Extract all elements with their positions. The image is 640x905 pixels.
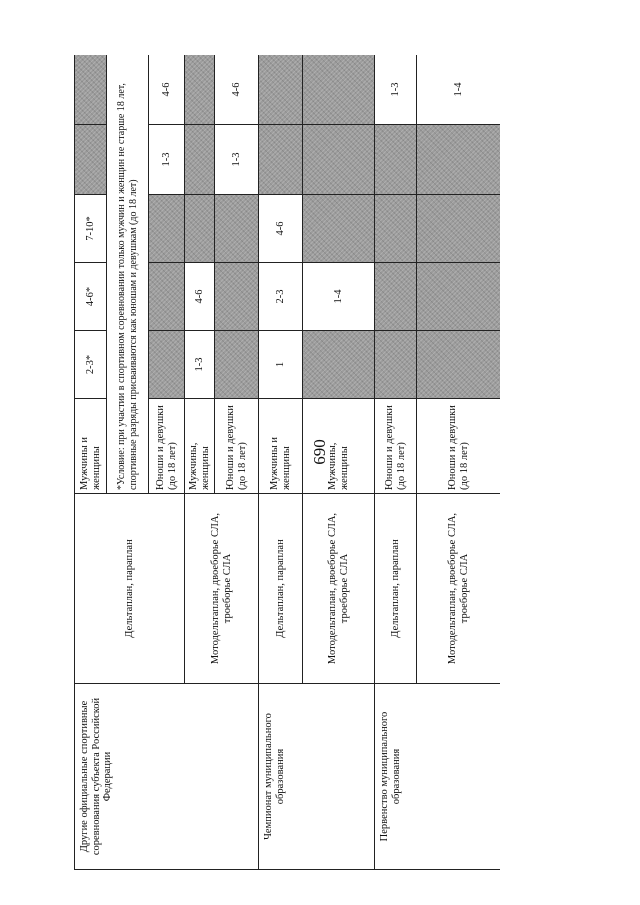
- discipline-cell: Дельтаплан, параплан: [259, 494, 303, 684]
- discipline-cell: Мотодельтаплан, двоеборье СЛА, троеборье СЛА: [185, 494, 259, 684]
- shaded-cell: [259, 55, 303, 125]
- value-cell: 7-10*: [75, 195, 107, 263]
- category-cell: Первенство муниципального образования: [375, 684, 501, 870]
- value-cell: 1: [259, 331, 303, 399]
- discipline-cell: Мотодельтаплан, двоеборье СЛА, троеборье СЛА: [303, 494, 375, 684]
- shaded-cell: [303, 55, 375, 125]
- value-cell: 1-4: [303, 263, 375, 331]
- shaded-cell: [185, 55, 215, 125]
- shaded-cell: [417, 125, 501, 195]
- group-cell: Юноши и девушки (до 18 лет): [375, 399, 417, 494]
- shaded-cell: [417, 331, 501, 399]
- shaded-cell: [375, 195, 417, 263]
- value-cell: 1-4: [417, 55, 501, 125]
- value-cell: 1-3: [215, 125, 259, 195]
- group-cell: Юноши и девушки (до 18 лет): [215, 399, 259, 494]
- group-cell: Юноши и девушки (до 18 лет): [417, 399, 501, 494]
- value-cell: 4-6: [259, 195, 303, 263]
- table-row: [259, 55, 303, 870]
- group-cell: Юноши и девушки (до 18 лет): [149, 399, 185, 494]
- shaded-cell: [215, 263, 259, 331]
- shaded-cell: [375, 331, 417, 399]
- rotated-table: [74, 55, 500, 870]
- value-cell: 4-6*: [75, 263, 107, 331]
- value-cell: 1-3: [375, 55, 417, 125]
- discipline-cell: Дельтаплан, параплан: [375, 494, 417, 684]
- shaded-cell: [75, 55, 107, 125]
- shaded-cell: [185, 195, 215, 263]
- value-cell: 1-3: [149, 125, 185, 195]
- shaded-cell: [149, 331, 185, 399]
- ranking-table: [74, 55, 500, 870]
- shaded-cell: [215, 331, 259, 399]
- shaded-cell: [215, 195, 259, 263]
- category-cell: Другие официальные спортивные соревнования субъекта Российской Федерации: [75, 684, 259, 870]
- shaded-cell: [75, 125, 107, 195]
- shaded-cell: [375, 125, 417, 195]
- shaded-cell: [259, 125, 303, 195]
- value-cell: 4-6: [215, 55, 259, 125]
- discipline-cell: Дельтаплан, параплан: [75, 494, 185, 684]
- value-cell: 1-3: [185, 331, 215, 399]
- category-cell: Чемпионат муниципального образования: [259, 684, 375, 870]
- value-cell: 4-6: [149, 55, 185, 125]
- discipline-cell: Мотодельтаплан, двоеборье СЛА, троеборье СЛА: [417, 494, 501, 684]
- group-cell: Мужчины, женщины: [303, 399, 375, 494]
- group-cell: Мужчины и женщины: [259, 399, 303, 494]
- group-cell: Мужчины, женщины: [185, 399, 215, 494]
- shaded-cell: [303, 331, 375, 399]
- shaded-cell: [417, 195, 501, 263]
- shaded-cell: [375, 263, 417, 331]
- table-row: [375, 55, 417, 870]
- value-cell: 4-6: [185, 263, 215, 331]
- table-row: [75, 55, 107, 870]
- value-cell: 2-3: [259, 263, 303, 331]
- shaded-cell: [185, 125, 215, 195]
- shaded-cell: [149, 195, 185, 263]
- condition-note: *Условие: при участии в спортивном соревновании только мужчин и женщин не старше 18 лет, спортивные разряды присваиваются как юношам и девушкам (до 18 лет): [107, 55, 149, 494]
- shaded-cell: [149, 263, 185, 331]
- shaded-cell: [303, 195, 375, 263]
- shaded-cell: [303, 125, 375, 195]
- table-frame: [74, 55, 500, 870]
- shaded-cell: [417, 263, 501, 331]
- group-cell: Мужчины и женщины: [75, 399, 107, 494]
- page-number: 690: [310, 439, 329, 465]
- value-cell: 2-3*: [75, 331, 107, 399]
